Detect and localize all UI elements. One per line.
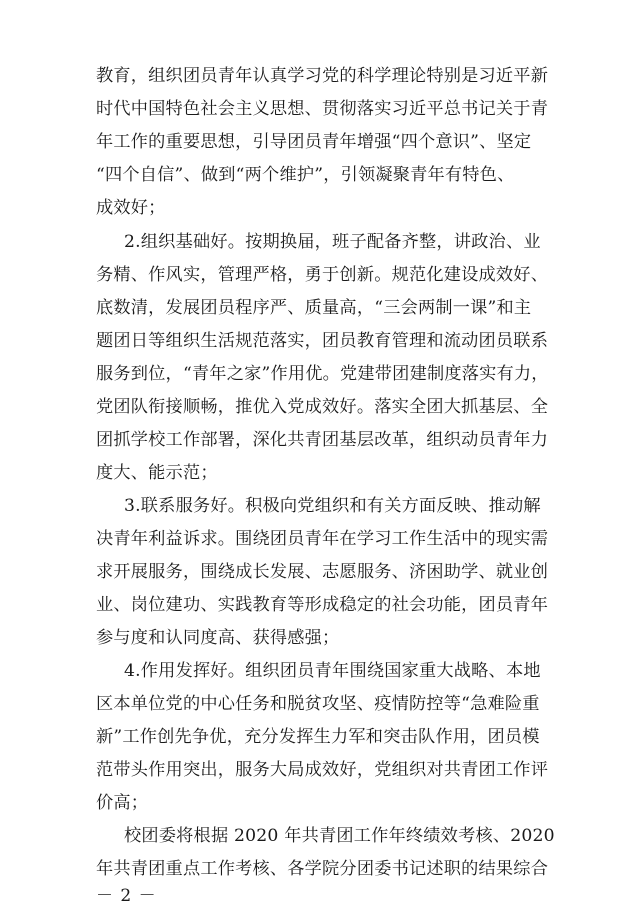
text-line: 求开展服务，围绕成长发展、志愿服务、济困助学、就业创 <box>96 562 549 582</box>
text-line: “四个自信”、做到“两个维护”，引领凝聚青年有特色、 <box>96 165 515 185</box>
text-line: 业、岗位建功、实践教育等形成稳定的社会功能，团员青年 <box>96 595 549 615</box>
text-line: 团抓学校工作部署，深化共青团基层改革，组织动员青年力 <box>96 430 549 450</box>
text-line: 度大、能示范； <box>96 463 218 483</box>
text-line: 区本单位党的中心任务和脱贫攻坚、疫情防控等“急难险重 <box>96 694 540 714</box>
text-line: 教育，组织团员青年认真学习党的科学理论特别是习近平新 <box>96 66 549 86</box>
text-line: 底数清，发展团员程序严、质量高，“三会两制一课”和主 <box>96 298 532 318</box>
paragraph-2-start: 2.组织基础好。按期换届，班子配备齐整，讲政治、业 <box>124 232 541 252</box>
text-line: 题团日等组织生活规范落实，团员教育管理和流动团员联系 <box>96 331 549 351</box>
paragraph-3-start: 3.联系服务好。积极向党组织和有关方面反映、推动解 <box>124 496 541 516</box>
paragraph-4-start: 4.作用发挥好。组织团员青年围绕国家重大战略、本地 <box>124 661 541 681</box>
text-line: 务精、作风实，管理严格，勇于创新。规范化建设成效好、 <box>96 265 549 285</box>
text-line: 年共青团重点工作考核、各学院分团委书记述职的结果综合 <box>96 859 549 879</box>
paragraph-5-start: 校团委将根据 2020 年共青团工作年终绩效考核、2020 <box>124 826 555 846</box>
text-line: 价高； <box>96 793 149 813</box>
text-line: 时代中国特色社会主义思想、贯彻落实习近平总书记关于青 <box>96 99 549 119</box>
page-number: － 2 － <box>96 886 157 906</box>
text-line: 年工作的重要思想，引导团员青年增强“四个意识”、坚定 <box>96 132 532 152</box>
text-line: 参与度和认同度高、获得感强； <box>96 628 340 648</box>
text-line: 成效好； <box>96 198 166 218</box>
text-line: 服务到位，“青年之家”作用优。党建带团建制度落实有力， <box>96 364 549 384</box>
text-line: 党团队衔接顺畅，推优入党成效好。落实全团大抓基层、全 <box>96 397 549 417</box>
text-line: 决青年利益诉求。围绕团员青年在学习工作生活中的现实需 <box>96 529 549 549</box>
text-line: 范带头作用突出，服务大局成效好，党组织对共青团工作评 <box>96 760 549 780</box>
text-line: 新”工作创先争优，充分发挥生力军和突击队作用，团员模 <box>96 727 540 747</box>
